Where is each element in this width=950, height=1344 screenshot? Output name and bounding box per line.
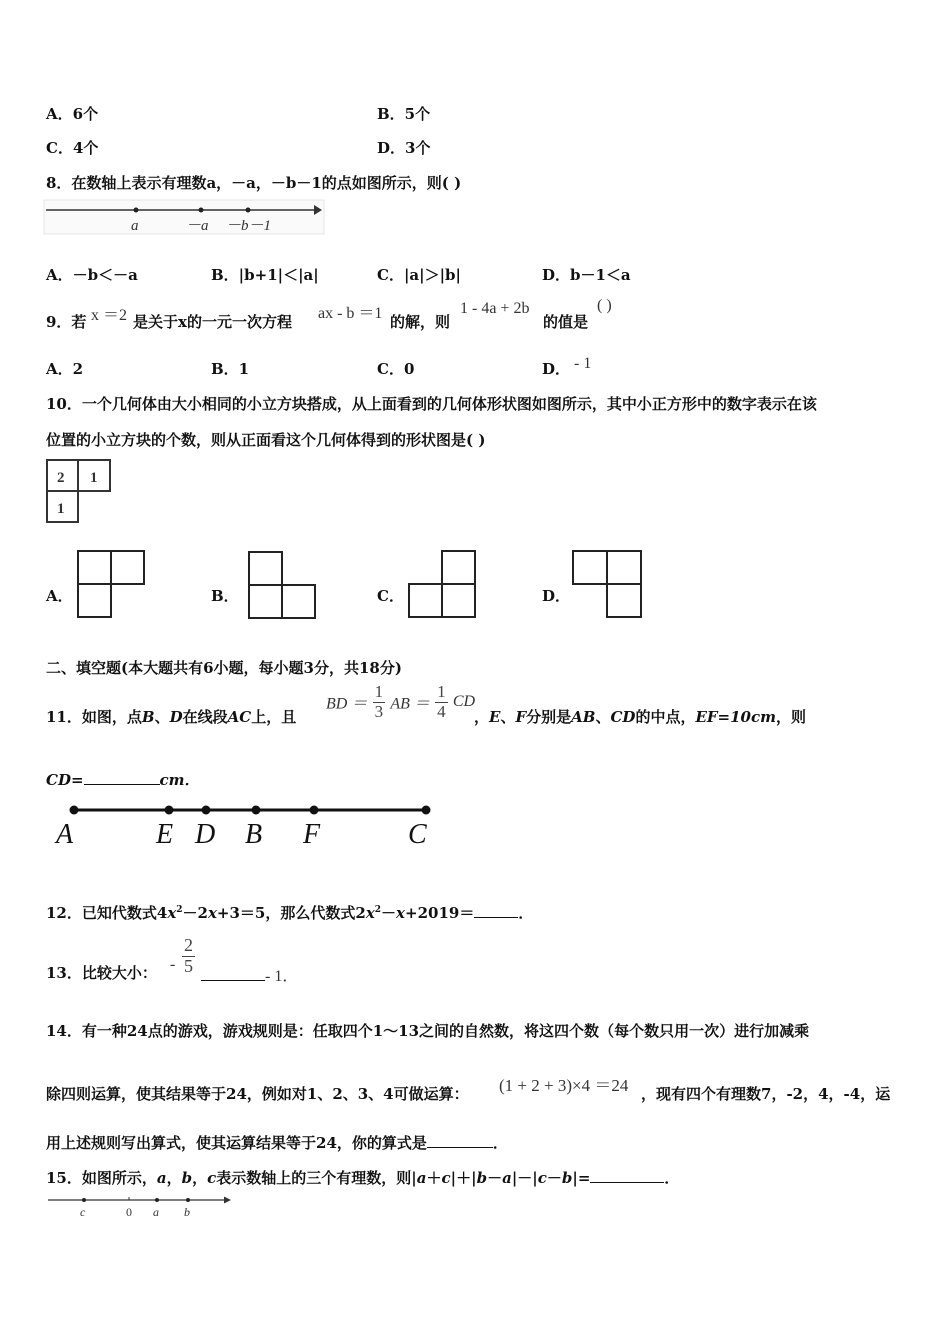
q10-option-a-figure	[77, 550, 147, 620]
q9-stem-1: 9．若	[46, 313, 87, 331]
q9-option-a: A．2	[46, 360, 84, 378]
q11-dot-a	[70, 806, 79, 815]
q10-option-b-figure	[248, 551, 318, 621]
q12-text: +3＝5，那么代数式2	[216, 904, 366, 922]
q15-point-a	[155, 1198, 159, 1202]
q15-end: ．	[664, 1169, 680, 1187]
q12-text: －2	[182, 904, 208, 922]
q10-square	[111, 551, 144, 584]
q11-text: 的中点，	[635, 708, 696, 726]
q13-frac-den: 5	[184, 955, 193, 976]
q12-end: ．	[518, 904, 534, 922]
q11-frac-den: 3	[374, 701, 384, 721]
q13-compare	[201, 963, 298, 986]
q10-option-b-label: B．	[211, 587, 239, 605]
q11-segment-figure	[54, 798, 444, 854]
q11-text: 分别是	[526, 708, 572, 726]
q10-stem-line2: 位置的小立方块的个数，则从正面看这个几何体得到的形状图是( )	[46, 431, 486, 449]
q11-math-cd: CD	[452, 693, 476, 711]
q9-math-x-eq-2: x ＝2	[91, 307, 128, 324]
q8-option-a: A．－b＜－a	[46, 266, 138, 284]
q10-square	[607, 551, 641, 584]
q10-option-d-figure	[572, 550, 644, 620]
q11-point-e: E	[489, 708, 501, 726]
q11-text: 上，且	[251, 708, 297, 726]
q11-point-b: B	[141, 708, 155, 726]
q15-point-b	[186, 1198, 190, 1202]
q9-option-d-label: D．	[542, 360, 571, 378]
q11-segment-ac: AC	[227, 708, 252, 726]
q13-frac-num: 2	[184, 935, 193, 955]
q10-square	[409, 584, 442, 617]
q10-square	[282, 585, 315, 618]
q11-text: 11．如图，点	[46, 708, 142, 726]
q15-number-line	[46, 1192, 236, 1222]
q11-stem	[46, 706, 296, 727]
q11-segment-cd: CD	[610, 708, 636, 726]
q15-expr: －	[546, 1169, 562, 1187]
q15-label-a: a	[153, 1205, 159, 1219]
q13-fraction	[182, 936, 195, 977]
q15-var-b: b	[181, 1169, 193, 1187]
q14-answer-blank[interactable]	[427, 1147, 493, 1148]
q12-text: 12．已知代数式4	[46, 904, 168, 922]
q15-expr: c	[537, 1169, 547, 1187]
q14-stem-line2-cont: ，现有四个有理数7，-2，4，-4，运	[641, 1085, 891, 1103]
q15-text: ，	[192, 1169, 208, 1187]
q15-var-a: a	[156, 1169, 167, 1187]
q10-square	[573, 551, 607, 584]
q9-stem-4: 的值是	[543, 313, 589, 331]
q11-answer-blank[interactable]	[84, 784, 160, 785]
q10-square	[442, 584, 475, 617]
q10-square	[78, 584, 111, 617]
q10-grid-value: 1	[90, 470, 98, 486]
q9-math-equation: ax - b ＝1	[318, 305, 383, 322]
q11-dot-c	[422, 806, 431, 815]
q11-text: 、	[154, 708, 170, 726]
q11-dot-e	[165, 806, 174, 815]
q12-exponent: 2	[176, 905, 183, 915]
q15-expr: a	[502, 1169, 512, 1187]
q10-square	[249, 585, 282, 618]
q15-label-b: b	[184, 1205, 190, 1219]
q15-label-zero: 0	[126, 1205, 132, 1219]
q10-option-d-label: D．	[542, 587, 571, 605]
q15-expr: b	[561, 1169, 573, 1187]
q7-option-b: B．5个	[377, 105, 431, 123]
q12-var: x	[207, 904, 217, 922]
q8-label-neg-b-minus-1: －b－1	[226, 218, 272, 234]
q11-text: ，则	[775, 708, 806, 726]
q13-fraction-2-5	[182, 936, 195, 977]
q14-stem-line1: 14．有一种24点的游戏，游戏规则是：任取四个1～13之间的自然数，将这四个数（每个数只用一次）进行加减乘	[46, 1022, 810, 1040]
q13-stem: 13．比较大小：	[46, 964, 157, 982]
q10-square	[607, 584, 641, 617]
q10-top-view-grid	[46, 459, 114, 525]
q11-label-b: B	[245, 819, 263, 850]
q11-point-f: F	[515, 708, 527, 726]
q12-exponent: 2	[374, 905, 382, 915]
q15-stem	[46, 1167, 679, 1188]
q15-expr: －	[487, 1169, 503, 1187]
q14-stem-line3	[46, 1132, 508, 1153]
q8-figure-frame	[44, 200, 324, 234]
q11-label-e: E	[156, 819, 174, 850]
q11-answer-unit: cm．	[159, 771, 200, 789]
q10-square	[442, 551, 475, 584]
q11-fraction-1-3	[373, 683, 386, 721]
q15-label-c: c	[80, 1205, 86, 1219]
q11-stem-cont	[474, 706, 806, 727]
q11-label-f: F	[303, 819, 321, 850]
q11-label-d: D	[195, 819, 216, 850]
q11-dot-f	[310, 806, 319, 815]
q9-math-expression: 1 - 4a + 2b	[460, 300, 530, 317]
q11-frac-num: 1	[437, 682, 446, 701]
q12-text: +2019＝	[405, 904, 475, 922]
q12-answer-blank[interactable]	[474, 917, 518, 918]
q8-point-a	[134, 208, 139, 213]
q7-option-c: C．4个	[46, 139, 99, 157]
q11-label-a: A	[56, 819, 74, 850]
q8-option-c: C．|a|＞|b|	[377, 266, 461, 284]
q15-expr: |=	[572, 1169, 591, 1187]
q15-expr: c	[441, 1169, 451, 1187]
q12-var: x	[167, 904, 177, 922]
section-2-heading: 二、填空题(本大题共有6小题，每小题3分，共18分)	[46, 659, 402, 677]
q12-stem	[46, 902, 533, 923]
q11-frac-num: 1	[374, 682, 384, 701]
q15-expr: |＋|	[450, 1169, 477, 1187]
q10-square	[249, 552, 282, 585]
q11-answer-prefix: CD=	[46, 771, 84, 789]
q12-var: x	[365, 904, 375, 922]
q15-text: 表示数轴上的三个有理数，则|	[216, 1169, 417, 1187]
q14-end: ．	[492, 1134, 508, 1152]
q8-number-line	[44, 200, 326, 236]
q13-minus-sign: -	[170, 956, 176, 973]
q11-math-ab: AB ＝	[390, 695, 430, 713]
q10-grid-value: 2	[57, 470, 65, 486]
q11-math-bd: BD ＝	[326, 695, 368, 713]
q10-option-a-label: A．	[46, 587, 73, 605]
q11-label-c: C	[408, 819, 427, 850]
q12-var: x	[396, 904, 405, 922]
q14-stem-line2: 除四则运算，使其结果等于24，例如对1、2、3、4可做运算：	[46, 1085, 469, 1103]
q12-text: －	[381, 904, 397, 922]
q11-text: 、	[500, 708, 516, 726]
q15-axis-arrow	[224, 1197, 231, 1204]
q15-expr: b	[476, 1169, 488, 1187]
q11-point-d: D	[169, 708, 183, 726]
q11-answer-line	[46, 769, 200, 790]
q9-option-c: C．0	[377, 360, 415, 378]
q15-expr: |－|	[511, 1169, 538, 1187]
q11-dot-d	[202, 806, 211, 815]
q9-answer-paren: ( )	[597, 297, 612, 314]
q11-ef-value: EF=10cm	[695, 708, 776, 726]
q7-option-a: A．6个	[46, 105, 99, 123]
q15-expr: a	[416, 1169, 427, 1187]
q10-option-c-label: C．	[377, 587, 404, 605]
q8-point-neg-b-minus-1	[246, 208, 251, 213]
q14-math-example: (1 + 2 + 3)×4 ＝24	[499, 1076, 629, 1095]
q8-point-neg-a	[199, 208, 204, 213]
q11-dot-b	[252, 806, 261, 815]
q8-option-d: D．b－1＜a	[542, 266, 631, 284]
q7-option-d: D．3个	[377, 139, 431, 157]
q11-segment-ab: AB	[571, 708, 596, 726]
q9-option-d-value: - 1	[574, 355, 592, 372]
q11-frac-den: 4	[437, 701, 446, 721]
q15-text: 15．如图所示，	[46, 1169, 157, 1187]
q9-stem-3: 的解，则	[390, 313, 451, 331]
q15-point-c	[82, 1198, 86, 1202]
q11-fraction-1-4	[435, 683, 448, 721]
q8-stem: 8．在数轴上表示有理数a，－a，－b－1的点如图所示，则( )	[46, 174, 462, 192]
q10-square	[78, 551, 111, 584]
q15-expr: ＋	[426, 1169, 442, 1187]
q8-label-neg-a: －a	[186, 218, 209, 234]
q15-var-c: c	[207, 1169, 217, 1187]
q15-text: ，	[166, 1169, 182, 1187]
q13-answer-blank[interactable]	[201, 980, 265, 981]
q11-text: 、	[595, 708, 611, 726]
q8-label-a: a	[131, 218, 139, 234]
q14-text: 用上述规则写出算式，使其运算结果等于24，你的算式是	[46, 1134, 427, 1152]
q11-formula	[326, 683, 475, 721]
q11-text: 在线段	[182, 708, 228, 726]
q10-stem-line1: 10．一个几何体由大小相同的小立方块搭成，从上面看到的几何体形状图如图所示，其中小正方形中的数字表示在该	[46, 395, 817, 413]
q9-stem-2: 是关于x的一元一次方程	[133, 313, 292, 331]
q10-option-c-figure	[408, 550, 478, 620]
q11-text: ，	[474, 708, 490, 726]
q8-option-b: B．|b+1|＜|a|	[211, 266, 319, 284]
q9-option-b: B．1	[211, 360, 250, 378]
q13-rhs: - 1．	[265, 968, 299, 985]
q10-grid-value: 1	[57, 501, 65, 517]
q15-answer-blank[interactable]	[590, 1182, 664, 1183]
